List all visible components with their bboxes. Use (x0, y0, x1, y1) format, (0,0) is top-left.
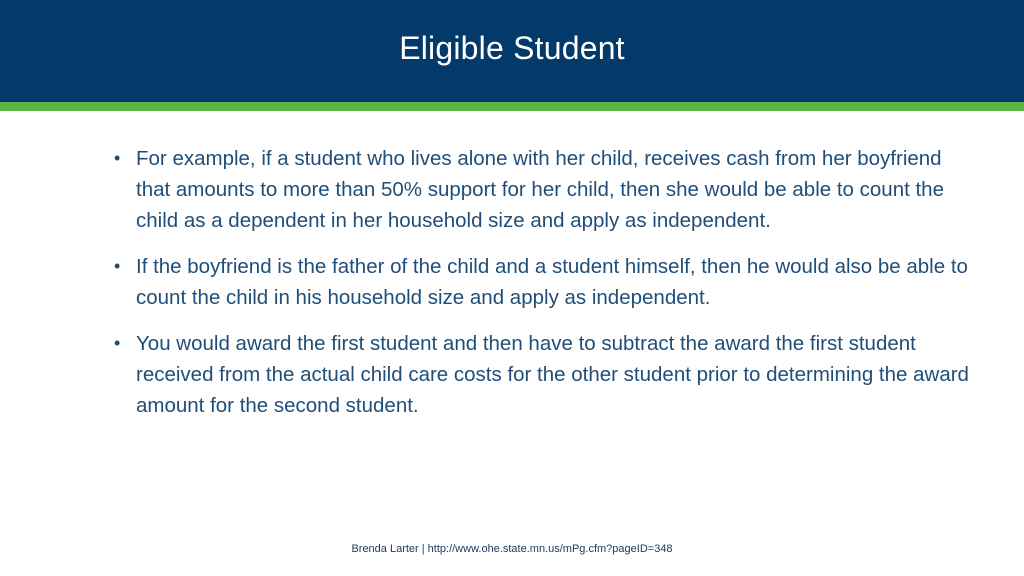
slide-body (114, 143, 974, 436)
bullet-icon: • (114, 256, 121, 276)
slide-title: Eligible Student (399, 30, 625, 66)
bullet-text: You would award the first student and then have to subtract the award the first student received from the actual child care costs for the other student prior to determining the award amount for the second student. (136, 332, 969, 417)
bullet-icon: • (114, 333, 121, 353)
bullet-text: For example, if a student who lives alone with her child, receives cash from her boyfriend that amounts to more than 50% support for her child, then she would be able to count the child as a dependent in her household size and apply as independent. (136, 147, 944, 232)
bullet-item (114, 143, 974, 236)
accent-divider (0, 102, 1024, 111)
bullet-text: If the boyfriend is the father of the child and a student himself, then he would also be able to count the child in his household size and apply as independent. (136, 255, 968, 309)
slide-header (0, 0, 1024, 102)
bullet-icon: • (114, 148, 121, 168)
slide-footer: Brenda Larter | http://www.ohe.state.mn.us/mPg.cfm?pageID=348 (351, 543, 673, 555)
bullet-item (114, 251, 974, 313)
bullet-item (114, 328, 974, 421)
